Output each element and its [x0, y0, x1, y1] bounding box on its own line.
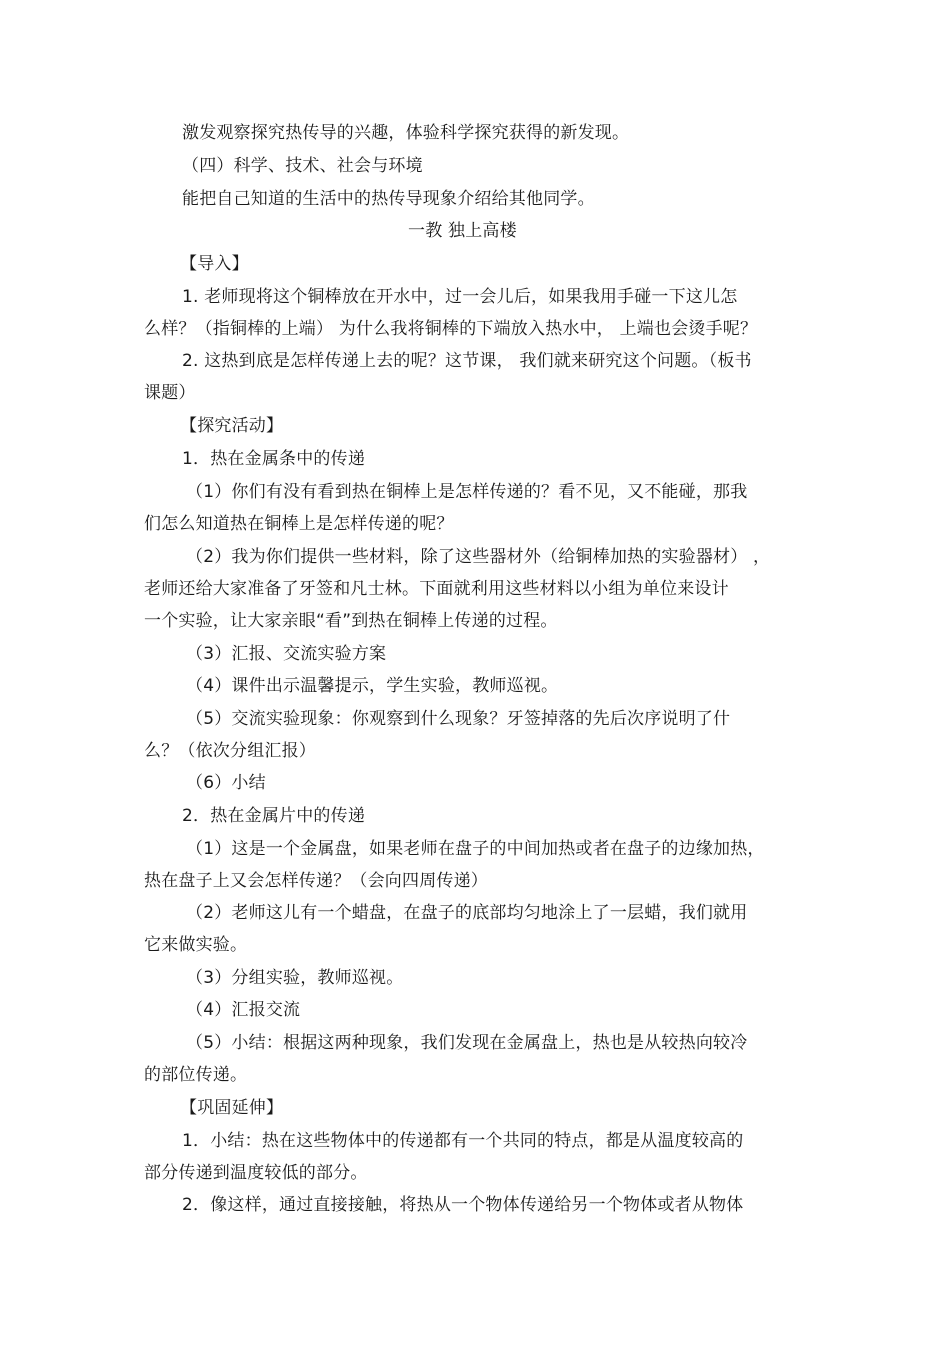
text-line: （1）这是一个金属盘，如果老师在盘子的中间加热或者在盘子的边缘加热， [186, 839, 765, 859]
text-line: （4）汇报交流 [186, 1000, 301, 1020]
text-line: 的部位传递。 [144, 1065, 248, 1085]
text-line: 一个实验，让大家亲眼“看”到热在铜棒上传递的过程。 [144, 611, 558, 631]
text-line: （4）课件出示温馨提示，学生实验，教师巡视。 [186, 676, 559, 696]
text-line: 们怎么知道热在铜棒上是怎样传递的呢？ [144, 514, 454, 534]
page-title: 一教 独上高楼 [408, 221, 517, 241]
text-line: （5）小结：根据这两种现象，我们发现在金属盘上，热也是从较热向较冷 [186, 1033, 748, 1053]
subsection-heading: 2．热在金属片中的传递 [182, 806, 366, 826]
text-line: 课题） [144, 383, 196, 403]
text-line: （1）你们有没有看到热在铜棒上是怎样传递的？看不见，又不能碰，那我 [186, 482, 748, 502]
text-line: 2. 这热到底是怎样传递上去的呢？这节课， 我们就来研究这个问题。（板书 [182, 351, 752, 371]
text-line: 它来做实验。 [144, 935, 248, 955]
subsection-heading: 1．热在金属条中的传递 [182, 449, 366, 469]
text-line: （6）小结 [186, 773, 266, 793]
text-line: 1. 老师现将这个铜棒放在开水中，过一会儿后，如果我用手碰一下这儿怎 [182, 287, 738, 307]
text-line: （3）汇报、交流实验方案 [186, 644, 387, 664]
section-heading: 【导入】 [180, 254, 249, 274]
text-line: 热在盘子上又会怎样传递？（会向四周传递） [144, 871, 488, 891]
text-line: 2．像这样，通过直接接触，将热从一个物体传递给另一个物体或者从物体 [182, 1195, 744, 1215]
text-line: 么？（依次分组汇报） [144, 741, 316, 761]
text-line: 1．小结：热在这些物体中的传递都有一个共同的特点，都是从温度较高的 [182, 1131, 744, 1151]
section-heading: 【探究活动】 [180, 416, 284, 436]
text-line: （2）老师这儿有一个蜡盘，在盘子的底部均匀地涂上了一层蜡，我们就用 [186, 903, 748, 923]
text-line: （2）我为你们提供一些材料，除了这些器材外（给铜棒加热的实验器材） ， [186, 547, 771, 567]
section-heading: 【巩固延伸】 [180, 1098, 284, 1118]
text-line: 老师还给大家准备了牙签和凡士林。下面就利用这些材料以小组为单位来设计 [144, 579, 729, 599]
text-line: （3）分组实验，教师巡视。 [186, 968, 404, 988]
text-line: （5）交流实验现象：你观察到什么现象？牙签掉落的先后次序说明了什 [186, 709, 731, 729]
text-line: 激发观察探究热传导的兴趣，体验科学探究获得的新发现。 [182, 123, 630, 143]
text-line: 么样？（指铜棒的上端） 为什么我将铜棒的下端放入热水中， 上端也会烫手呢？ [144, 319, 758, 339]
section-heading: （四）科学、技术、社会与环境 [182, 156, 423, 176]
text-line: 部分传递到温度较低的部分。 [144, 1163, 368, 1183]
text-line: 能把自己知道的生活中的热传导现象介绍给其他同学。 [182, 189, 595, 209]
